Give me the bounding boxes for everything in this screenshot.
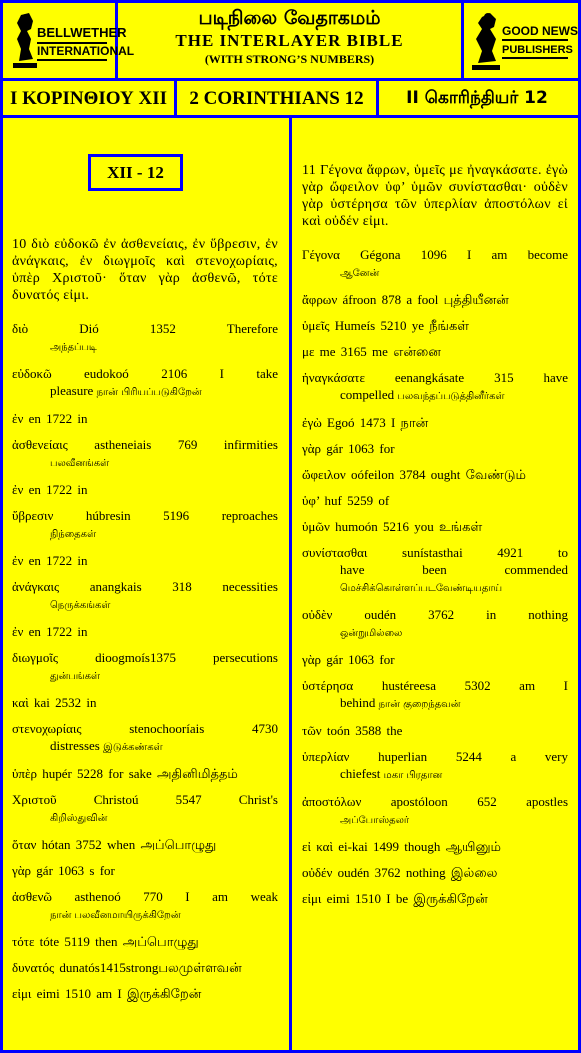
svg-text:GOOD NEWS: GOOD NEWS <box>501 24 578 38</box>
word-entry-line: ὑφ’ huf 5259 of <box>302 493 390 508</box>
good-news-logo-icon <box>468 9 578 73</box>
word-entry-line: ὅταν hótan 3752 when அப்பொழுது <box>12 837 217 852</box>
subtitle: (WITH STRONG’S NUMBERS) <box>204 52 375 66</box>
word-entry-line: οὐδέν oudén 3762 nothing இல்லை <box>302 865 498 880</box>
word-entry-continuation <box>302 694 568 713</box>
word-entry <box>302 466 568 483</box>
tamil-gloss: நிந்தைகள் <box>50 529 97 540</box>
word-entry <box>12 649 278 685</box>
right-column <box>302 162 568 916</box>
word-entry <box>12 623 278 640</box>
word-entry <box>12 365 278 401</box>
word-entry-line: εὐδοκῶ eudokoó 2106 I take <box>12 366 278 381</box>
reference-english: 2 CORINTHIANS 12 <box>189 88 364 109</box>
word-entry <box>302 440 568 457</box>
left-word-list <box>12 320 278 1002</box>
word-entry-line: με me 3165 me என்னை <box>302 344 441 359</box>
word-entry-line: ἠναγκάσατε eenangkásate 315 have <box>302 370 568 385</box>
word-entry-continuation <box>12 453 278 472</box>
word-entry <box>302 518 568 535</box>
word-entry-line: ὕβρεσιν húbresin 5196 reproaches <box>12 508 278 523</box>
word-entry <box>12 985 278 1002</box>
bellwether-logo-icon <box>7 9 135 73</box>
word-entry <box>12 507 278 543</box>
tamil-gloss: நான் குறைந்தவன் <box>378 699 461 710</box>
word-entry <box>12 481 278 498</box>
word-entry <box>302 651 568 668</box>
word-entry-line: ἐν en 1722 in <box>12 482 88 497</box>
word-entry <box>302 890 568 907</box>
word-entry-line: ἀσθενῶ asthenoó 770 I am weak <box>12 889 278 904</box>
word-entry <box>12 694 278 711</box>
word-entry-continuation <box>302 561 568 597</box>
word-entry-continuation <box>12 382 278 401</box>
word-entry-continuation <box>12 337 278 356</box>
word-entry-continuation <box>12 737 278 756</box>
word-entry <box>12 836 278 853</box>
word-entry <box>12 320 278 356</box>
word-entry <box>302 864 568 881</box>
svg-text:INTERNATIONAL: INTERNATIONAL <box>37 44 135 58</box>
word-entry-line: συνίστασθαι sunístasthai 4921 to <box>302 545 568 560</box>
word-entry <box>12 436 278 472</box>
tamil-gloss: கிறிஸ்துவின் <box>50 813 108 824</box>
right-word-list <box>302 246 568 907</box>
word-entry <box>302 492 568 509</box>
word-entry <box>302 748 568 784</box>
word-entry-line: ὑπὲρ hupér 5228 for sake அதினிமித்தம் <box>12 766 238 781</box>
word-entry-line: τῶν toón 3588 the <box>302 723 403 738</box>
english-gloss: behind <box>340 695 376 710</box>
word-entry <box>302 722 568 739</box>
title-tamil: படிநிலை வேதாகமம் <box>198 7 381 29</box>
word-entry-line: εἰμι eimi 1510 am I இருக்கிறேன் <box>12 986 202 1001</box>
word-entry <box>12 791 278 827</box>
word-entry-line: ἐγὼ Egoó 1473 I நான் <box>302 415 429 430</box>
word-entry-line: τότε tóte 5119 then அப்பொழுது <box>12 934 199 949</box>
word-entry <box>302 414 568 431</box>
word-entry-line: ἀνάγκαις anangkais 318 necessities <box>12 579 278 594</box>
word-entry-line: ἀποστόλων apostóloon 652 apostles <box>302 794 568 809</box>
english-gloss: pleasure <box>50 383 94 398</box>
tamil-gloss: நான் பலவீனமாயிருக்கிறேன் <box>50 910 181 921</box>
word-entry-line: δυνατός dunatós1415strongபலமுள்ளவன் <box>12 960 242 975</box>
word-entry-continuation <box>12 524 278 543</box>
word-entry-line: διωγμοῖς dioogmoís1375 persecutions <box>12 650 278 665</box>
english-gloss: distresses <box>50 738 100 753</box>
verse-10-text: 10 διὸ εὐδοκῶ ἐν ἀσθενείαις, ἐν ὕβρεσιν, ἐν ἀνάγκαις, ἐν διωγμοῖς καὶ στενοχωρίαις, ὑπὲρ Χριστοῦ· ὅταν γὰρ ἀσθενῶ, τότε δυνατός εἰμι. <box>12 237 278 303</box>
word-entry-line: καὶ kai 2532 in <box>12 695 97 710</box>
word-entry-continuation <box>302 810 568 829</box>
word-entry <box>302 793 568 829</box>
english-gloss: have been commended <box>340 562 568 577</box>
title-english: THE INTERLAYER BIBLE <box>175 31 404 50</box>
word-entry <box>12 933 278 950</box>
word-entry-line: ὑστέρησα hustéreesa 5302 am I <box>302 678 568 693</box>
header-titles <box>118 6 461 67</box>
word-entry-line: ὑμῶν humoón 5216 you உங்கள் <box>302 519 483 534</box>
word-entry <box>12 552 278 569</box>
word-entry <box>302 246 568 282</box>
word-entry <box>302 369 568 405</box>
word-entry <box>12 410 278 427</box>
word-entry-continuation <box>12 666 278 685</box>
chapter-box: XII - 12 <box>88 154 183 191</box>
left-column <box>12 236 278 1011</box>
word-entry <box>302 317 568 334</box>
word-entry-line: ἐν en 1722 in <box>12 624 88 639</box>
tamil-gloss: துன்பங்கள் <box>50 671 100 682</box>
word-entry <box>12 765 278 782</box>
tamil-gloss: பலவந்தப்படுத்தினீர்கள் <box>397 391 505 402</box>
word-entry-continuation <box>12 808 278 827</box>
svg-text:PUBLISHERS: PUBLISHERS <box>501 44 573 56</box>
word-entry-line: ὑπερλίαν huperlian 5244 a very <box>302 749 568 764</box>
word-entry-line: στενοχωρίαις stenochooríais 4730 <box>12 721 278 736</box>
word-entry-line: εἰμι eimi 1510 I be இருக்கிறேன் <box>302 891 488 906</box>
reference-tamil: II கொரிந்தியர் 12 <box>406 88 548 108</box>
word-entry-continuation <box>302 263 568 282</box>
english-gloss: chiefest <box>340 766 381 781</box>
word-entry-line: ἄφρων áfroon 878 a fool புத்தியீனன் <box>302 292 509 307</box>
word-entry-line: ὤφειλον oófeilon 3784 ought வேண்டும் <box>302 467 526 482</box>
word-entry-line: Χριστοῦ Christoú 5547 Christ's <box>12 792 278 807</box>
tamil-gloss: ஒன்றுமில்லை <box>340 628 403 639</box>
word-entry-line: διὸ Dió 1352 Therefore <box>12 321 278 336</box>
word-entry <box>302 606 568 642</box>
word-entry <box>302 677 568 713</box>
word-entry <box>302 544 568 597</box>
tamil-gloss: நான் பிரியப்படுகிறேன் <box>96 387 202 398</box>
good-news-logo <box>464 3 578 79</box>
word-entry-line: Γέγονα Gégona 1096 I am become <box>302 247 568 262</box>
word-entry <box>12 862 278 879</box>
column-divider <box>289 115 292 1050</box>
word-entry-continuation <box>302 386 568 405</box>
tamil-gloss: அப்போஸ்தலர் <box>340 815 410 826</box>
verse-11-text: 11 Γέγονα ἄφρων, ὑμεῖς με ἠναγκάσατε. ἐγὼ γὰρ ὤφειλον ὑφ’ ὑμῶν συνίστασθαι· οὐδὲν γὰρ ὑστέρησα τῶν ὑπερλίαν ἀποστόλων εἰ καὶ οὐδέν εἰμι. <box>302 163 568 229</box>
word-entry-line: εἰ καὶ ei-kai 1499 though ஆயினும் <box>302 839 501 854</box>
word-entry <box>302 291 568 308</box>
reference-greek: Ι ΚΟΡΙΝΘΙΟΥ ΧΙΙ <box>9 88 168 109</box>
word-entry-continuation <box>12 595 278 614</box>
word-entry-continuation <box>302 623 568 642</box>
word-entry-continuation <box>12 905 278 924</box>
svg-text:BELLWETHER: BELLWETHER <box>37 25 127 40</box>
word-entry-line: οὐδὲν oudén 3762 in nothing <box>302 607 568 622</box>
word-entry-line: γὰρ gár 1063 for <box>302 652 395 667</box>
tamil-gloss: மெச்சிக்கொள்ளப்படவேண்டியதாய் <box>340 583 503 594</box>
tamil-gloss: இடுக்கண்கள் <box>103 742 163 753</box>
word-entry-line: ἐν en 1722 in <box>12 553 88 568</box>
english-gloss: compelled <box>340 387 395 402</box>
word-entry-line: ὑμεῖς Humeís 5210 ye நீங்கள் <box>302 318 469 333</box>
word-entry <box>12 720 278 756</box>
tamil-gloss: மகா பிரதான <box>383 770 443 781</box>
word-entry <box>302 838 568 855</box>
tamil-gloss: அந்தப்படி <box>50 342 97 353</box>
word-entry <box>12 578 278 614</box>
bellwether-logo <box>3 3 135 79</box>
word-entry-line: ἀσθενείαις astheneiais 769 infirmities <box>12 437 278 452</box>
tamil-gloss: ஆனேன் <box>340 268 380 279</box>
word-entry-line: ἐν en 1722 in <box>12 411 88 426</box>
tamil-gloss: பலவீனங்கள் <box>50 458 110 469</box>
word-entry <box>12 959 278 976</box>
word-entry-line: γὰρ gár 1063 s for <box>12 863 115 878</box>
word-entry-continuation <box>302 765 568 784</box>
word-entry-line: γὰρ gár 1063 for <box>302 441 395 456</box>
tamil-gloss: நெருக்கங்கள் <box>50 600 111 611</box>
word-entry <box>302 343 568 360</box>
word-entry <box>12 888 278 924</box>
